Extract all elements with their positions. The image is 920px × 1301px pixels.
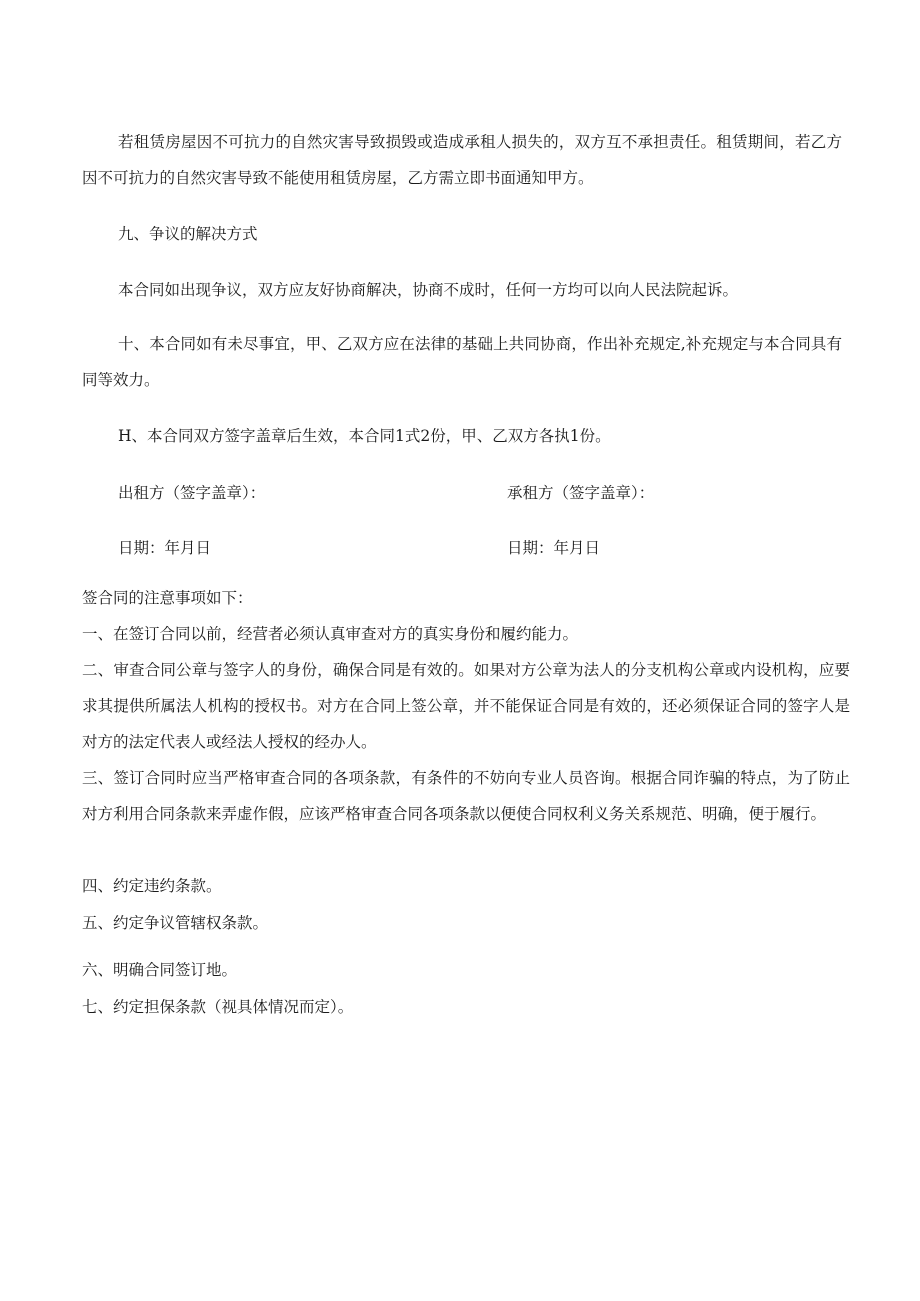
lessor-date-label: 日期：年月日: [118, 539, 212, 557]
lessor-signature-label: 出租方（签字盖章）：: [118, 484, 266, 502]
section-11-paragraph: H、本合同双方签字盖章后生效，本合同1式2份，甲、乙双方各执1份。: [118, 427, 611, 445]
lessee-date-label: 日期：年月日: [507, 539, 601, 557]
force-majeure-paragraph: 若租赁房屋因不可抗力的自然灾害导致损毁或造成承租人损失的，双方互不承担责任。租赁期间，若乙方因不可抗力的自然灾害导致不能使用租赁房屋，乙方需立即书面通知甲方。: [82, 133, 842, 187]
notes-item-4: 四、约定违约条款。: [82, 877, 222, 895]
section-9-body: 本合同如出现争议，双方应友好协商解决，协商不成时，任何一方均可以向人民法院起诉。: [118, 281, 739, 299]
notes-item-5: 五、约定争议管辖权条款。: [82, 914, 269, 932]
section-10-paragraph: 十、本合同如有未尽事宜，甲、乙双方应在法律的基础上共同协商，作出补充规定,补充规定与本合同具有同等效力。: [82, 335, 842, 389]
notes-item-1: 一、在签订合同以前，经营者必须认真审查对方的真实身份和履约能力。: [82, 625, 579, 643]
notes-heading: 签合同的注意事项如下：: [82, 589, 253, 607]
lessee-signature-label: 承租方（签字盖章）：: [507, 484, 655, 502]
section-9-heading: 九、争议的解决方式: [118, 225, 258, 243]
notes-item-7: 七、约定担保条款（视具体情况而定）。: [82, 998, 354, 1016]
notes-item-2: 二、审查合同公章与签字人的身份，确保合同是有效的。如果对方公章为法人的分支机构公章或内设机构，应要求其提供所属法人机构的授权书。对方在合同上签公章，并不能保证合同是有效的，还必须保证合同的签字人是对方的法定代表人或经法人授权的经办人。: [82, 661, 850, 751]
notes-item-6: 六、明确合同签订地。: [82, 961, 238, 979]
notes-item-3: 三、签订合同时应当严格审查合同的各项条款，有条件的不妨向专业人员咨询。根据合同诈骗的特点，为了防止对方利用合同条款来弄虚作假，应该严格审查合同各项条款以便使合同权利义务关系规范、明确，便于履行。: [82, 769, 850, 823]
